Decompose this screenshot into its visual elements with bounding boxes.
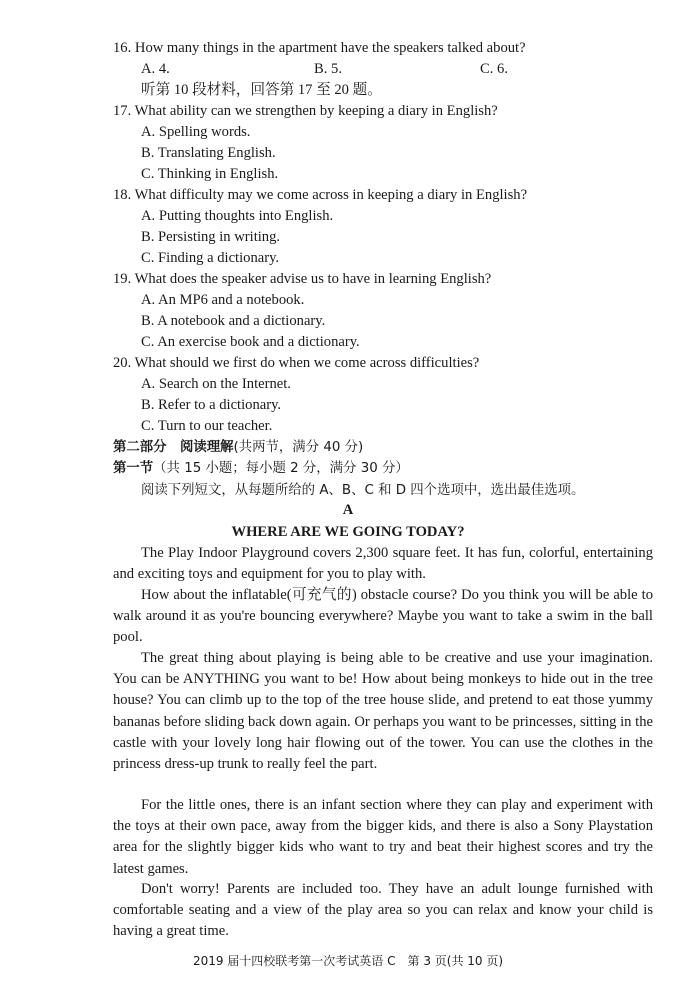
- listening-note: 听第 10 段材料，回答第 17 至 20 题。: [141, 82, 382, 98]
- passage-letter: A: [342, 502, 354, 518]
- question-text: What difficulty may we come across in keeping a diary in English?: [134, 187, 528, 203]
- option-b: B. Refer to a dictionary.: [141, 397, 282, 413]
- option-c: C. An exercise book and a dictionary.: [141, 334, 360, 350]
- passage-paragraph: For the little ones, there is an infant section where they can play and experiment with the toys at their own pace, away from the bigger kids, and there is also a Sony Playstation area for the slightly bigger kids who want to try and beat their highest scores and try the latest games.: [113, 797, 653, 877]
- question-number: 16.: [113, 40, 132, 56]
- option-c: C. Finding a dictionary.: [141, 250, 280, 266]
- section-one-heading: [0, 458, 696, 479]
- question-text: What should we first do when we come across difficulties?: [134, 355, 480, 371]
- option-c: C. 6.: [480, 61, 508, 77]
- part-two-subtitle: (共两节，满分 40 分): [233, 440, 364, 455]
- question-text: What does the speaker advise us to have in learning English?: [134, 271, 492, 287]
- question-number: 19.: [113, 271, 132, 287]
- option-a: A. 4.: [141, 61, 170, 77]
- question-16-options: [0, 59, 696, 80]
- option-a: A. An MP6 and a notebook.: [141, 292, 305, 308]
- passage-paragraph: How about the inflatable(可充气的) obstacle course? Do you think you will be able to walk around it as you're bouncing everywhere? Maybe you want to take a swim in the ball pool.: [113, 587, 653, 646]
- passage-title: WHERE ARE WE GOING TODAY?: [231, 524, 465, 540]
- question-text: How many things in the apartment have the speakers talked about?: [134, 40, 526, 56]
- page-footer: 2019 届十四校联考第一次考试英语 C 第 3 页(共 10 页): [192, 954, 504, 968]
- option-b: B. 5.: [314, 61, 342, 77]
- question-text: What ability can we strengthen by keeping a diary in English?: [134, 103, 498, 119]
- question-17: [0, 101, 696, 122]
- option-c: C. Turn to our teacher.: [141, 418, 273, 434]
- option-b: B. Translating English.: [141, 145, 276, 161]
- option-a: A. Spelling words.: [141, 124, 251, 140]
- part-two-title: 第二部分 阅读理解: [113, 440, 234, 455]
- question-number: 17.: [113, 103, 132, 119]
- question-20: [0, 353, 696, 374]
- passage-paragraph: The Play Indoor Playground covers 2,300 square feet. It has fun, colorful, entertaining and exciting toys and equipment for you to play with.: [113, 545, 653, 583]
- passage-paragraph: The great thing about playing is being able to be creative and use your imagination. You can be ANYTHING you want to be! How about being monkeys to hide out in the tree house? You can climb up to the top of the tree house slide, and pretend to eat those yummy bananas before sliding back down again. Or perhaps you want to be princesses, sitting in the castle with your lovely long hair flowing out of the tower. You can use the clothes in the princess dress-up trunk to really feel the part.: [113, 650, 653, 773]
- section-one-title: 第一节: [113, 461, 154, 476]
- option-a: A. Putting thoughts into English.: [141, 208, 334, 224]
- part-two-heading: [0, 437, 696, 458]
- option-b: B. Persisting in writing.: [141, 229, 281, 245]
- section-one-subtitle: （共 15 小题；每小题 2 分，满分 30 分）: [153, 461, 409, 476]
- option-c: C. Thinking in English.: [141, 166, 279, 182]
- passage-paragraph: Don't worry! Parents are included too. They have an adult lounge furnished with comfortable seating and a view of the play area so you can relax and know your child is having a great time.: [113, 881, 653, 940]
- question-16: [0, 38, 696, 59]
- question-number: 18.: [113, 187, 132, 203]
- question-18: [0, 185, 696, 206]
- question-19: [0, 269, 696, 290]
- option-b: B. A notebook and a dictionary.: [141, 313, 326, 329]
- question-number: 20.: [113, 355, 132, 371]
- instruction: 阅读下列短文，从每题所给的 A、B、C 和 D 四个选项中，选出最佳选项。: [141, 483, 585, 498]
- option-a: A. Search on the Internet.: [141, 376, 291, 392]
